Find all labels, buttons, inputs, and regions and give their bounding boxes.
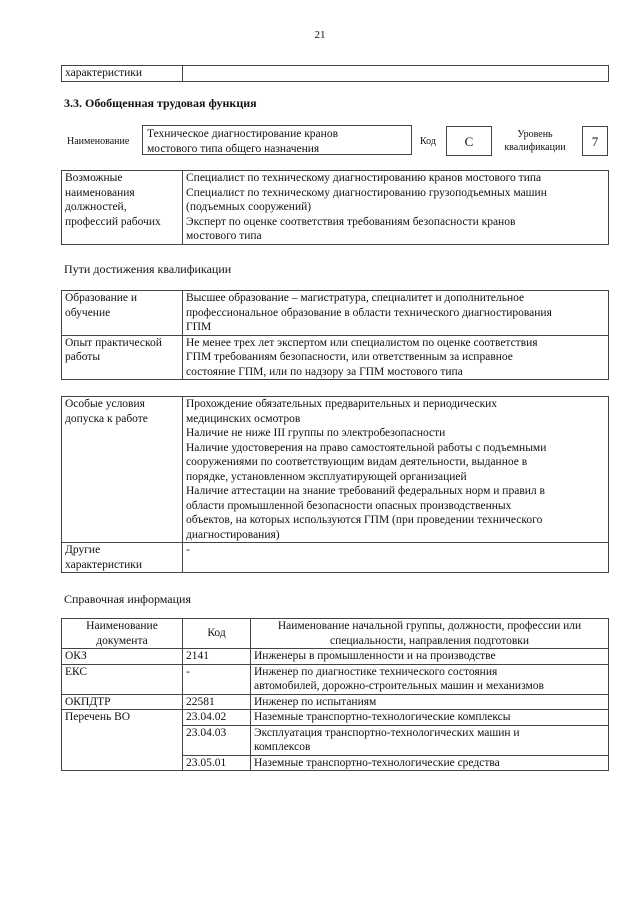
ref-name-cell [251,649,609,665]
education-value [183,291,609,336]
ref-code-cell: 23.04.02 [183,710,251,726]
reference-table [61,618,609,771]
page-number: 21 [314,29,326,41]
education-row [62,291,609,336]
ref-name-cell [251,755,609,771]
conditions-value-line: Прохождение обязательных предварительных и периодических [186,398,498,410]
top-characteristics-row [61,65,609,82]
roles-value-line: мостового типа [186,230,262,242]
conditions-value-line: Наличие аттестации на знание требований федеральных норм и правил в [186,485,545,497]
gtf-code-value: C [446,126,492,156]
gtf-name-box [142,125,412,155]
experience-label-line: работы [65,351,101,363]
education-label-line: обучение [65,306,111,319]
reference-header-row [62,619,609,649]
experience-value-line: Не менее трех лет экспертом или специалистом по оценке соответствия [186,336,538,349]
ref-name-line: автомобилей, дорожно-строительных машин и механизмов [254,680,544,692]
ref-doc-cell: ЕКС [62,664,183,694]
ref-name-line: комплексов [254,741,311,753]
paths-heading: Пути достижения квалификации [64,262,232,276]
section-title: 3.3. Обобщенная трудовая функция [64,96,257,110]
experience-value-line: состояние ГПМ, или по надзору за ГПМ мостового типа [186,365,463,378]
ref-code-cell: - [183,664,251,694]
conditions-value [183,397,609,543]
conditions-value-line: медицинских осмотров [186,412,301,425]
experience-value [183,335,609,380]
roles-value-line: Эксперт по оценке соответствия требованиям безопасности кранов [186,215,516,228]
ref-doc-cell: Перечень ВО [62,710,183,771]
roles-label-line: должностей, [65,201,127,213]
ref-name-line: Наземные транспортно-технологические комплексы [254,711,511,723]
experience-row [62,335,609,380]
roles-label-line: Возможные [65,172,123,184]
characteristics-label: характеристики [62,66,183,82]
other-row [62,543,609,573]
other-label [62,543,183,573]
ref-header-code: Код [183,619,251,649]
gtf-name-line1: Техническое диагностирование кранов [147,128,338,140]
roles-value [183,171,609,245]
roles-value-line: Специалист по техническому диагностированию кранов мостового типа [186,172,542,184]
table-row [62,649,609,665]
roles-table [61,170,609,245]
conditions-label-line: допуска к работе [65,412,148,425]
conditions-value-line: объектов, на которых используются ГПМ (при проведении технического [186,514,543,526]
table-row [62,664,609,694]
ref-doc-cell: ОКЗ [62,649,183,665]
roles-value-line: Специалист по техническому диагностированию грузоподъемных машин [186,186,547,199]
conditions-row [62,397,609,543]
ref-code-cell: 23.04.03 [183,725,251,755]
ref-header-doc-line: Наименование [86,620,158,632]
ref-header-name-line: специальности, направления подготовки [329,634,530,647]
table-row [62,710,609,726]
gtf-level-value: 7 [582,126,608,156]
education-value-line: ГПМ [186,321,212,333]
conditions-value-line: области промышленной безопасности опасных производственных [186,499,512,512]
other-value: - [183,543,609,573]
education-label [62,291,183,336]
ref-header-name [251,619,609,649]
gtf-code-label: Код [420,136,436,147]
qualification-paths-table [61,290,609,380]
roles-label-line: наименования [65,186,135,199]
ref-name-line: Эксплуатация транспортно-технологических машин и [254,726,520,739]
gtf-name-line2: мостового типа общего назначения [147,142,320,155]
other-label-line: характеристики [65,558,143,571]
conditions-value-line: диагностирования) [186,528,280,541]
table-row [62,694,609,710]
roles-value-line: (подъемных сооружений) [186,201,312,213]
roles-label [62,171,183,245]
ref-name-cell [251,725,609,755]
ref-name-line: Инженер по диагностике технического состояния [254,665,498,678]
ref-code-cell: 22581 [183,694,251,710]
ref-name-line: Инженеры в промышленности и на производстве [254,650,496,662]
ref-name-cell [251,710,609,726]
gtf-level-label-line1: Уровень [517,129,553,140]
ref-code-cell: 2141 [183,649,251,665]
experience-label-line: Опыт практической [65,336,162,349]
other-label-line: Другие [65,544,101,556]
experience-label [62,335,183,380]
ref-header-doc [62,619,183,649]
ref-code-cell: 23.05.01 [183,755,251,771]
education-value-line: профессиональное образование в области технического диагностирования [186,306,552,319]
ref-name-line: Наземные транспортно-технологические средства [254,756,500,769]
ref-name-cell [251,664,609,694]
ref-name-line: Инженер по испытаниям [254,695,377,708]
conditions-value-line: Наличие не ниже III группы по электробезопасности [186,427,446,439]
conditions-value-line: сооружениями по соответствующим видам деятельности, выданное в [186,456,528,468]
conditions-value-line: порядке, установленном эксплуатирующей организацией [186,470,467,483]
gtf-level-label-line2: квалификации [504,142,566,153]
experience-value-line: ГПМ требованиям безопасности, или ответственным за исправное [186,351,513,363]
education-label-line: Образование и [65,292,138,304]
conditions-label [62,397,183,543]
ref-header-name-line: Наименование начальной группы, должности, профессии или [277,620,582,632]
ref-doc-cell: ОКПДТР [62,694,183,710]
reference-heading: Справочная информация [64,592,191,606]
education-value-line: Высшее образование – магистратура, специалитет и дополнительное [186,292,525,304]
gtf-level-label [500,128,570,154]
characteristics-value [183,66,609,82]
admission-conditions-table [61,396,609,573]
roles-label-line: профессий рабочих [65,215,161,228]
conditions-value-line: Наличие удостоверения на право самостоятельной работы с подъемными [186,441,547,454]
ref-name-cell [251,694,609,710]
conditions-label-line: Особые условия [65,398,145,410]
gtf-name-label: Наименование [67,136,130,147]
ref-header-doc-line: документа [96,634,148,647]
